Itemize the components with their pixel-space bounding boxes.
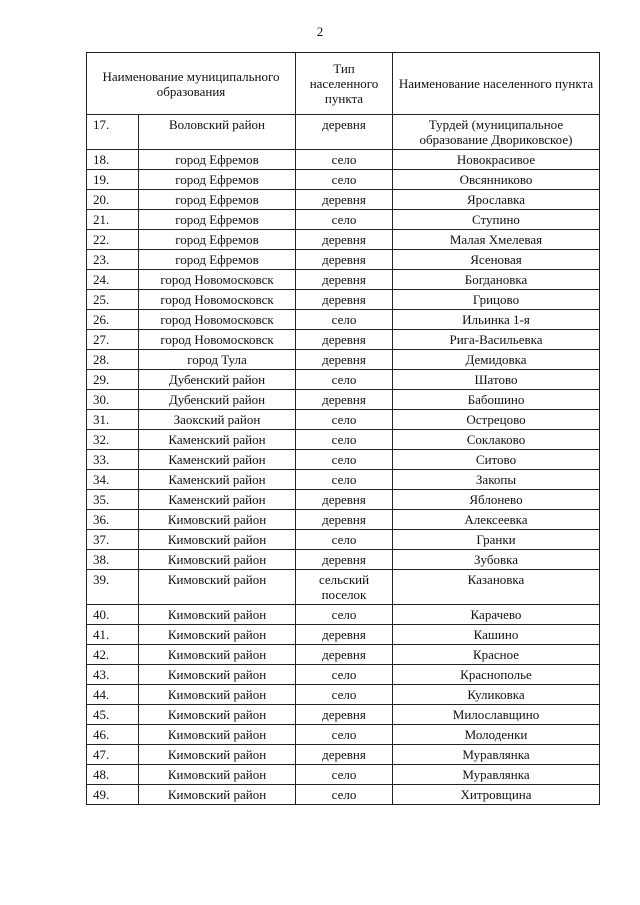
row-type: деревня [296, 250, 393, 270]
row-type: село [296, 310, 393, 330]
row-municipality: Каменский район [139, 470, 296, 490]
row-municipality: Кимовский район [139, 665, 296, 685]
row-municipality: Кимовский район [139, 765, 296, 785]
row-settlement-name: Ступино [393, 210, 600, 230]
row-type: деревня [296, 490, 393, 510]
header-type: Тип населенного пункта [296, 53, 393, 115]
row-number: 44. [87, 685, 139, 705]
row-type: село [296, 665, 393, 685]
table-row [87, 250, 600, 270]
row-type: деревня [296, 290, 393, 310]
table-row [87, 685, 600, 705]
row-type: село [296, 410, 393, 430]
row-number: 43. [87, 665, 139, 685]
row-settlement-name: Милославщино [393, 705, 600, 725]
table-row [87, 390, 600, 410]
row-number: 32. [87, 430, 139, 450]
row-number: 17. [87, 115, 139, 150]
row-type: село [296, 530, 393, 550]
row-municipality: Дубенский район [139, 390, 296, 410]
row-type: деревня [296, 390, 393, 410]
row-municipality: город Ефремов [139, 150, 296, 170]
row-type: деревня [296, 745, 393, 765]
row-number: 30. [87, 390, 139, 410]
row-type: деревня [296, 550, 393, 570]
row-settlement-name: Куликовка [393, 685, 600, 705]
row-settlement-name: Алексеевка [393, 510, 600, 530]
row-settlement-name: Бабошино [393, 390, 600, 410]
row-number: 27. [87, 330, 139, 350]
row-number: 23. [87, 250, 139, 270]
row-type: деревня [296, 705, 393, 725]
table-row [87, 530, 600, 550]
row-settlement-name: Соклаково [393, 430, 600, 450]
row-settlement-name: Ясеновая [393, 250, 600, 270]
row-type: село [296, 785, 393, 805]
row-type: деревня [296, 270, 393, 290]
table-row [87, 150, 600, 170]
row-settlement-name: Новокрасивое [393, 150, 600, 170]
row-type: село [296, 370, 393, 390]
page-number: 2 [316, 24, 324, 39]
table-row [87, 230, 600, 250]
row-type: село [296, 210, 393, 230]
row-number: 45. [87, 705, 139, 725]
row-settlement-name: Закопы [393, 470, 600, 490]
row-number: 28. [87, 350, 139, 370]
row-number: 22. [87, 230, 139, 250]
row-settlement-name: Малая Хмелевая [393, 230, 600, 250]
row-type: село [296, 470, 393, 490]
table-row [87, 510, 600, 530]
row-settlement-name: Ситово [393, 450, 600, 470]
row-municipality: Каменский район [139, 490, 296, 510]
table-row [87, 550, 600, 570]
row-settlement-name: Овсянниково [393, 170, 600, 190]
row-number: 24. [87, 270, 139, 290]
row-municipality: город Ефремов [139, 250, 296, 270]
row-type: сельский поселок [296, 570, 393, 605]
header-name: Наименование населенного пункта [393, 53, 600, 115]
row-municipality: город Новомосковск [139, 290, 296, 310]
table-row [87, 570, 600, 605]
row-number: 31. [87, 410, 139, 430]
table-row [87, 170, 600, 190]
row-settlement-name: Ярославка [393, 190, 600, 210]
table-row [87, 725, 600, 745]
row-number: 49. [87, 785, 139, 805]
table-row [87, 115, 600, 150]
row-type: село [296, 685, 393, 705]
row-number: 48. [87, 765, 139, 785]
table-row [87, 605, 600, 625]
row-municipality: Кимовский район [139, 785, 296, 805]
row-municipality: Кимовский район [139, 745, 296, 765]
table-row [87, 785, 600, 805]
row-municipality: Каменский район [139, 450, 296, 470]
table-row [87, 470, 600, 490]
row-number: 38. [87, 550, 139, 570]
row-number: 20. [87, 190, 139, 210]
row-type: деревня [296, 645, 393, 665]
row-settlement-name: Шатово [393, 370, 600, 390]
row-municipality: Заокский район [139, 410, 296, 430]
row-municipality: город Новомосковск [139, 270, 296, 290]
table-row [87, 490, 600, 510]
row-municipality: город Новомосковск [139, 310, 296, 330]
row-municipality: Кимовский район [139, 510, 296, 530]
table-row [87, 270, 600, 290]
row-type: село [296, 150, 393, 170]
row-number: 35. [87, 490, 139, 510]
table-row [87, 190, 600, 210]
row-municipality: Кимовский район [139, 570, 296, 605]
row-number: 18. [87, 150, 139, 170]
table-row [87, 410, 600, 430]
table-body [87, 115, 600, 805]
row-municipality: Кимовский район [139, 685, 296, 705]
row-settlement-name: Острецово [393, 410, 600, 430]
row-type: деревня [296, 510, 393, 530]
row-settlement-name: Кашино [393, 625, 600, 645]
row-type: село [296, 725, 393, 745]
header-municipality: Наименование муниципального образования [87, 53, 296, 115]
row-settlement-name: Муравлянка [393, 765, 600, 785]
table-row [87, 450, 600, 470]
row-municipality: город Тула [139, 350, 296, 370]
row-settlement-name: Яблонево [393, 490, 600, 510]
row-type: село [296, 430, 393, 450]
row-municipality: Кимовский район [139, 725, 296, 745]
row-settlement-name: Ильинка 1-я [393, 310, 600, 330]
row-type: деревня [296, 625, 393, 645]
row-number: 42. [87, 645, 139, 665]
table-row [87, 370, 600, 390]
row-number: 40. [87, 605, 139, 625]
row-type: село [296, 765, 393, 785]
table-row [87, 330, 600, 350]
row-settlement-name: Богдановка [393, 270, 600, 290]
row-number: 37. [87, 530, 139, 550]
row-number: 19. [87, 170, 139, 190]
row-number: 34. [87, 470, 139, 490]
row-number: 26. [87, 310, 139, 330]
table-row [87, 430, 600, 450]
row-settlement-name: Гранки [393, 530, 600, 550]
table-row [87, 665, 600, 685]
row-number: 25. [87, 290, 139, 310]
row-settlement-name: Молоденки [393, 725, 600, 745]
row-settlement-name: Демидовка [393, 350, 600, 370]
table-row [87, 745, 600, 765]
row-type: село [296, 605, 393, 625]
row-municipality: Кимовский район [139, 705, 296, 725]
row-number: 21. [87, 210, 139, 230]
row-settlement-name: Хитровщина [393, 785, 600, 805]
table-row [87, 765, 600, 785]
row-number: 41. [87, 625, 139, 645]
row-municipality: Кимовский район [139, 530, 296, 550]
table-row [87, 210, 600, 230]
row-settlement-name: Казановка [393, 570, 600, 605]
row-municipality: город Новомосковск [139, 330, 296, 350]
row-type: село [296, 170, 393, 190]
row-settlement-name: Турдей (муниципальное образование Двориковское) [393, 115, 600, 150]
row-municipality: город Ефремов [139, 190, 296, 210]
row-settlement-name: Рига-Васильевка [393, 330, 600, 350]
row-municipality: Дубенский район [139, 370, 296, 390]
row-number: 33. [87, 450, 139, 470]
row-municipality: город Ефремов [139, 170, 296, 190]
table-row [87, 625, 600, 645]
row-settlement-name: Зубовка [393, 550, 600, 570]
row-number: 39. [87, 570, 139, 605]
row-type: деревня [296, 190, 393, 210]
row-municipality: Кимовский район [139, 550, 296, 570]
row-number: 29. [87, 370, 139, 390]
row-number: 47. [87, 745, 139, 765]
table-row [87, 645, 600, 665]
row-type: деревня [296, 350, 393, 370]
row-municipality: Кимовский район [139, 625, 296, 645]
table-row [87, 310, 600, 330]
row-settlement-name: Муравлянка [393, 745, 600, 765]
row-municipality: Кимовский район [139, 645, 296, 665]
table-header-row [87, 53, 600, 115]
settlements-table [86, 52, 600, 805]
row-type: село [296, 450, 393, 470]
table-row [87, 290, 600, 310]
row-type: деревня [296, 330, 393, 350]
row-municipality: Воловский район [139, 115, 296, 150]
row-municipality: город Ефремов [139, 230, 296, 250]
row-settlement-name: Карачево [393, 605, 600, 625]
row-municipality: город Ефремов [139, 210, 296, 230]
row-settlement-name: Грицово [393, 290, 600, 310]
row-settlement-name: Краснополье [393, 665, 600, 685]
row-type: деревня [296, 115, 393, 150]
row-number: 36. [87, 510, 139, 530]
table-row [87, 350, 600, 370]
row-municipality: Кимовский район [139, 605, 296, 625]
row-number: 46. [87, 725, 139, 745]
table-row [87, 705, 600, 725]
row-type: деревня [296, 230, 393, 250]
row-municipality: Каменский район [139, 430, 296, 450]
row-settlement-name: Красное [393, 645, 600, 665]
